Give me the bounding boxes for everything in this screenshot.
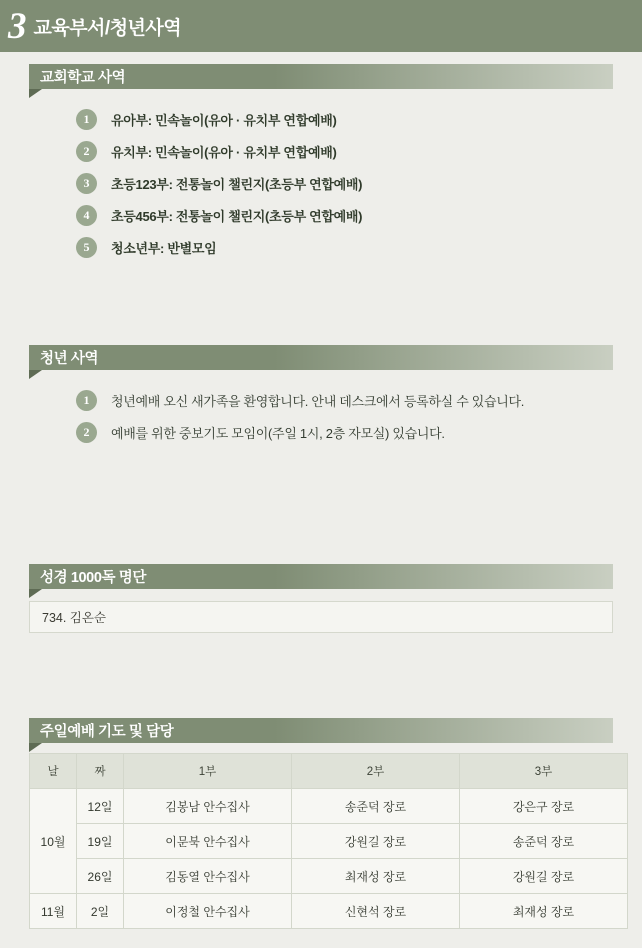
cell-part2: 송준덕 장로 xyxy=(292,789,460,824)
list-item xyxy=(76,103,613,135)
column-header-month: 날 xyxy=(30,754,77,789)
cell-month: 11월 xyxy=(30,894,77,929)
section-sunday-service-duty xyxy=(29,718,613,929)
duty-table xyxy=(29,753,628,929)
cell-day: 12일 xyxy=(77,789,124,824)
section-bible-reading-list xyxy=(29,564,613,633)
section-title: 교회학교 사역 xyxy=(40,70,126,86)
cell-part3: 송준덕 장로 xyxy=(460,824,628,859)
table-header-row xyxy=(30,754,628,789)
section-header xyxy=(29,345,613,370)
column-header-part2: 2부 xyxy=(292,754,460,789)
cell-day: 2일 xyxy=(77,894,124,929)
item-label: 유치부: 민속놀이(유아 · 유치부 연합예배) xyxy=(111,144,337,160)
section-title: 성경 1000독 명단 xyxy=(40,570,146,586)
item-label: 초등123부: 전통놀이 챌린지(초등부 연합예배) xyxy=(111,176,363,192)
item-number-badge: 1 xyxy=(76,109,97,130)
section-church-school xyxy=(29,64,613,263)
cell-part1: 이문북 안수집사 xyxy=(124,824,292,859)
table-row xyxy=(30,824,628,859)
list-item xyxy=(76,167,613,199)
item-label: 초등456부: 전통놀이 챌린지(초등부 연합예배) xyxy=(111,208,363,224)
column-header-part3: 3부 xyxy=(460,754,628,789)
item-label: 청소년부: 반별모임 xyxy=(111,240,217,256)
list-item xyxy=(76,199,613,231)
cell-part1: 김봉남 안수집사 xyxy=(124,789,292,824)
item-number-badge: 2 xyxy=(76,141,97,162)
banner-number: 3 xyxy=(8,5,27,47)
cell-part3: 강원길 장로 xyxy=(460,859,628,894)
bible-reading-entry: 734. 김온순 xyxy=(42,611,107,625)
section-header xyxy=(29,64,613,89)
section-title: 청년 사역 xyxy=(40,351,99,367)
section-title: 주일예배 기도 및 담당 xyxy=(40,724,174,740)
header-tail-decoration xyxy=(29,370,42,379)
table-row xyxy=(30,859,628,894)
column-header-day: 짜 xyxy=(77,754,124,789)
table-row xyxy=(30,789,628,824)
cell-part2: 최재성 장로 xyxy=(292,859,460,894)
cell-day: 26일 xyxy=(77,859,124,894)
page-title: 교육부서/청년사역 xyxy=(33,17,182,39)
item-number-badge: 5 xyxy=(76,237,97,258)
cell-part1: 이정철 안수집사 xyxy=(124,894,292,929)
item-number-badge: 1 xyxy=(76,390,97,411)
cell-month: 10월 xyxy=(30,789,77,894)
table-row xyxy=(30,894,628,929)
cell-day: 19일 xyxy=(77,824,124,859)
section-youth-ministry xyxy=(29,345,613,448)
item-number-badge: 2 xyxy=(76,422,97,443)
list-item xyxy=(76,135,613,167)
list-item xyxy=(76,416,613,448)
header-tail-decoration xyxy=(29,743,42,752)
header-tail-decoration xyxy=(29,89,42,98)
item-label: 청년예배 오신 새가족을 환영합니다. 안내 데스크에서 등록하실 수 있습니다. xyxy=(111,393,525,409)
cell-part2: 신현석 장로 xyxy=(292,894,460,929)
item-number-badge: 4 xyxy=(76,205,97,226)
item-label: 예배를 위한 중보기도 모임이(주일 1시, 2층 자모실) 있습니다. xyxy=(111,425,445,441)
section-header xyxy=(29,564,613,589)
school-item-list xyxy=(29,103,613,263)
cell-part3: 강은구 장로 xyxy=(460,789,628,824)
list-item xyxy=(76,384,613,416)
item-number-badge: 3 xyxy=(76,173,97,194)
header-tail-decoration xyxy=(29,589,42,598)
page-banner xyxy=(0,0,642,52)
item-label: 유아부: 민속놀이(유아 · 유치부 연합예배) xyxy=(111,112,337,128)
youth-item-list xyxy=(29,384,613,448)
cell-part2: 강원길 장로 xyxy=(292,824,460,859)
section-header xyxy=(29,718,613,743)
column-header-part1: 1부 xyxy=(124,754,292,789)
bible-reading-entry-box xyxy=(29,601,613,633)
cell-part1: 김동열 안수집사 xyxy=(124,859,292,894)
cell-part3: 최재성 장로 xyxy=(460,894,628,929)
list-item xyxy=(76,231,613,263)
